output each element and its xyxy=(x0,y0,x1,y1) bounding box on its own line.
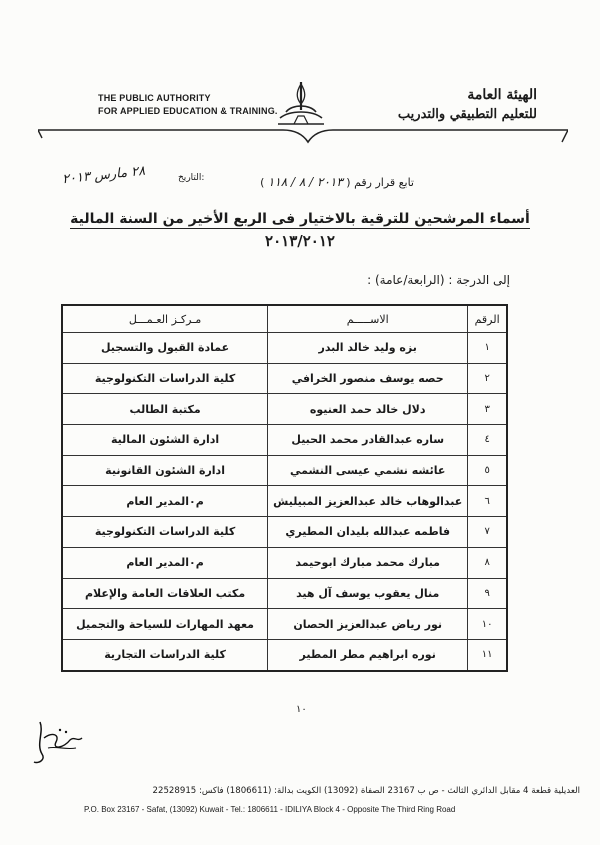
row-number: ٩ xyxy=(468,578,507,609)
row-number: ٣ xyxy=(468,394,507,425)
table-row xyxy=(62,547,507,578)
row-number: ٤ xyxy=(468,425,507,456)
row-number: ١ xyxy=(468,333,507,364)
header-divider-line xyxy=(38,128,568,158)
title-line1: أسماء المرشحين للترقية بالاختيار فى الربع الأخير من السنة المالية xyxy=(70,211,530,227)
header-name: الاســـــم xyxy=(268,305,468,333)
row-name: نوره ابراهيم مطر المطير xyxy=(268,639,468,670)
row-workplace: ادارة الشئون القانونية xyxy=(62,455,268,486)
row-workplace: عمادة القبول والتسجيل xyxy=(62,333,268,364)
row-number: ٨ xyxy=(468,547,507,578)
footer-address-arabic: العديلية قطعة 4 مقابل الدائري الثالث - ص ب 23167 الصفاة (13092) الكويت بدالة: (1806611) فاكس: 22528915 xyxy=(152,786,580,796)
table-header-row xyxy=(62,305,507,333)
row-name: ساره عبدالقادر محمد الحبيل xyxy=(268,425,468,456)
org-en-line1: THE PUBLIC AUTHORITY xyxy=(98,93,211,103)
page-number: ١٠ xyxy=(296,704,307,715)
row-workplace: ادارة الشئون المالية xyxy=(62,425,268,456)
row-name: عبدالوهاب خالد عبدالعزيز المبيليش xyxy=(268,486,468,517)
table-row xyxy=(62,455,507,486)
row-workplace: م٠المدير العام xyxy=(62,547,268,578)
row-workplace: كلية الدراسات التكنولوجية xyxy=(62,517,268,548)
row-name: بزه وليد خالد البدر xyxy=(268,333,468,364)
row-name: دلال خالد حمد العنيوه xyxy=(268,394,468,425)
row-name: حصه يوسف منصور الخرافي xyxy=(268,363,468,394)
row-number: ١١ xyxy=(468,639,507,670)
table-row xyxy=(62,609,507,640)
row-number: ١٠ xyxy=(468,609,507,640)
row-name: فاطمه عبدالله بليدان المطيري xyxy=(268,517,468,548)
grade-line: إلى الدرجة : (الرابعة/عامة) : xyxy=(367,273,510,287)
fiscal-year: ٢٠١٣/٢٠١٢ xyxy=(265,232,335,250)
table-row xyxy=(62,363,507,394)
header-workplace: مـركـز العـمـــل xyxy=(62,305,268,333)
row-name: مبارك محمد مبارك ابوحيمد xyxy=(268,547,468,578)
table-row xyxy=(62,333,507,364)
org-en-line2: FOR APPLIED EDUCATION & TRAINING. xyxy=(98,106,278,116)
org-ar-line2: للتعليم التطبيقي والتدريب xyxy=(397,107,537,122)
row-workplace: كلية الدراسات التجارية xyxy=(62,639,268,670)
org-name-arabic xyxy=(398,86,537,124)
date-label: التاريخ: xyxy=(178,173,205,183)
authority-logo-icon xyxy=(274,80,328,130)
row-number: ٢ xyxy=(468,363,507,394)
header-number: الرقم xyxy=(468,305,507,333)
table-row xyxy=(62,639,507,670)
org-name-english xyxy=(98,92,278,118)
row-number: ٦ xyxy=(468,486,507,517)
table-row xyxy=(62,486,507,517)
row-workplace: كلية الدراسات التكنولوجية xyxy=(62,363,268,394)
row-workplace: مكتب العلاقات العامة والإعلام xyxy=(62,578,268,609)
row-number: ٥ xyxy=(468,455,507,486)
decision-reference xyxy=(260,175,414,189)
decision-label: تابع قرار رقم ( xyxy=(346,176,414,189)
decision-close-paren: ) xyxy=(260,176,265,189)
row-name: منال يعقوب يوسف آل هيد xyxy=(268,578,468,609)
table-row xyxy=(62,517,507,548)
row-workplace: معهد المهارات للسياحة والتجميل xyxy=(62,609,268,640)
row-workplace: م٠المدير العام xyxy=(62,486,268,517)
row-number: ٧ xyxy=(468,517,507,548)
row-workplace: مكتبة الطالب xyxy=(62,394,268,425)
signature-icon xyxy=(30,718,90,768)
handwritten-date: ٢٨ مارس ٢٠١٣ xyxy=(61,163,146,188)
row-name: عائشه نشمي عيسى النشمي xyxy=(268,455,468,486)
decision-number: ٢٠١٣ / ٨ / ١١٨ xyxy=(267,175,343,189)
row-name: نور رياض عبدالعزيز الحصان xyxy=(268,609,468,640)
table-row xyxy=(62,425,507,456)
footer-address-english: P.O. Box 23167 - Safat, (13092) Kuwait - Tel.: 1806611 - IDILIYA Block 4 - Opposite The Third Ring Road xyxy=(84,805,456,814)
table-row xyxy=(62,394,507,425)
org-ar-line1: الهيئة العامة xyxy=(467,87,537,103)
table-row xyxy=(62,578,507,609)
candidates-table xyxy=(61,304,508,672)
document-title xyxy=(0,211,600,227)
